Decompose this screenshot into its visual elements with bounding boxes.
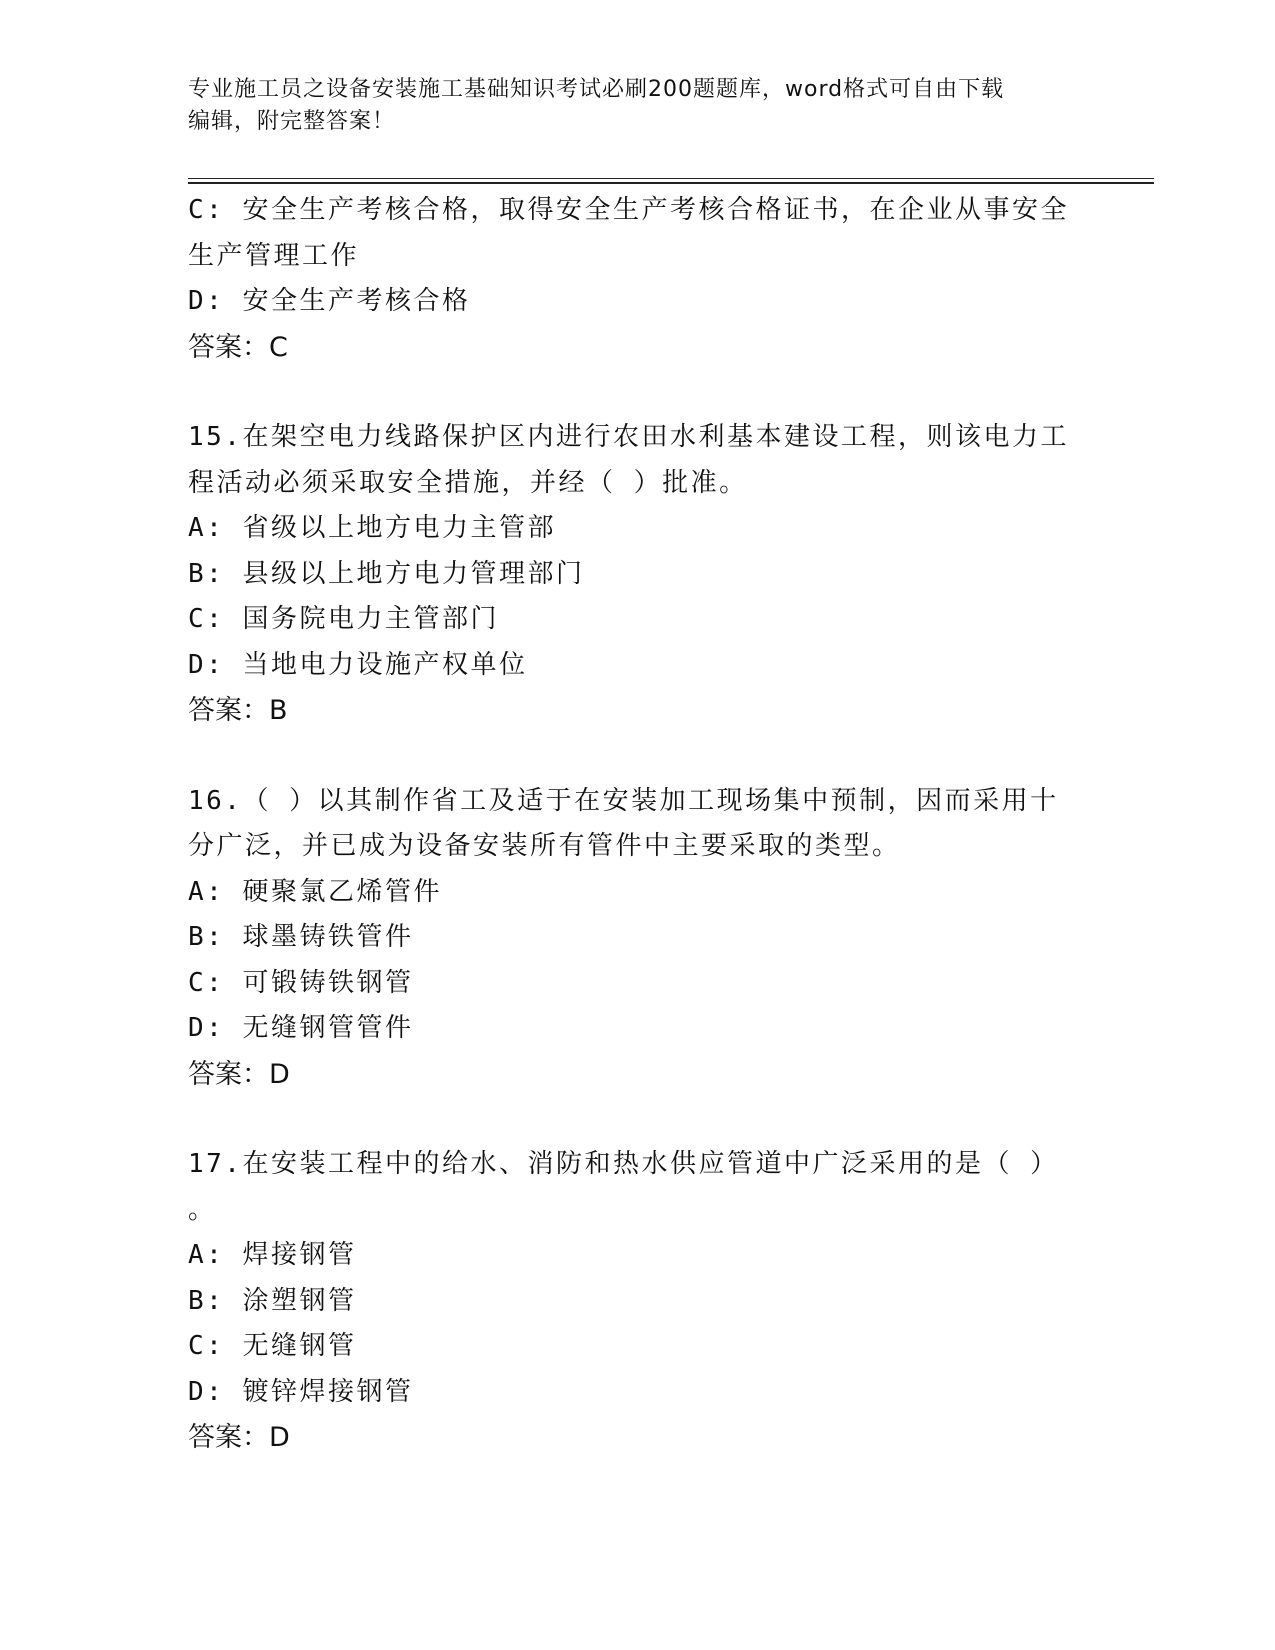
answer: 答案：D bbox=[188, 1058, 290, 1090]
answer: 答案：D bbox=[188, 1422, 290, 1453]
option-c-line-2: 生产管理工作 bbox=[188, 240, 360, 271]
spacer bbox=[188, 734, 1088, 779]
header-divider-thin bbox=[188, 178, 1154, 179]
option-c: C: 国务院电力主管部门 bbox=[188, 604, 499, 634]
option-b: B: 球墨铸铁管件 bbox=[188, 922, 414, 952]
question-stem-line-2: 程活动必须采取安全措施，并经（ ）批准。 bbox=[188, 467, 748, 498]
question-stem-line-2: 。 bbox=[188, 1194, 217, 1225]
question-15 bbox=[188, 415, 1088, 734]
option-a: A: 焊接钢管 bbox=[188, 1240, 357, 1270]
question-stem-line-1: 15.在架空电力线路保护区内进行农田水利基本建设工程，则该电力工 bbox=[188, 422, 1069, 452]
document-header bbox=[188, 74, 1068, 138]
option-c: C: 可锻铸铁钢管 bbox=[188, 967, 414, 998]
question-stem-line-1: 16.（ ）以其制作省工及适于在安装加工现场集中预制，因而采用十 bbox=[188, 785, 1059, 816]
question-14-tail bbox=[188, 188, 1088, 370]
option-b: B: 涂塑钢管 bbox=[188, 1285, 357, 1316]
option-d: D: 安全生产考核合格 bbox=[188, 286, 471, 316]
spacer bbox=[188, 1097, 1088, 1142]
question-stem-line-2: 分广泛，并已成为设备安装所有管件中主要采取的类型。 bbox=[188, 831, 901, 861]
option-a: A: 硬聚氯乙烯管件 bbox=[188, 876, 442, 907]
option-d: D: 镀锌焊接钢管 bbox=[188, 1376, 414, 1407]
answer: 答案：C bbox=[188, 331, 288, 363]
question-stem-line-1: 17.在安装工程中的给水、消防和热水供应管道中广泛采用的是（ ） bbox=[188, 1149, 1059, 1179]
question-16 bbox=[188, 779, 1088, 1098]
question-17 bbox=[188, 1142, 1088, 1461]
option-d: D: 无缝钢管管件 bbox=[188, 1013, 414, 1043]
question-list bbox=[188, 188, 1088, 1461]
option-c: C: 无缝钢管 bbox=[188, 1331, 357, 1361]
answer: 答案：B bbox=[188, 695, 288, 726]
spacer bbox=[188, 370, 1088, 415]
option-d: D: 当地电力设施产权单位 bbox=[188, 649, 528, 680]
header-line-2: 编辑，附完整答案！ bbox=[188, 109, 396, 134]
header-divider-thick bbox=[188, 182, 1154, 184]
option-c-line-1: C: 安全生产考核合格，取得安全生产考核合格证书，在企业从事安全 bbox=[188, 195, 1069, 225]
option-a: A: 省级以上地方电力主管部 bbox=[188, 513, 556, 543]
option-b: B: 县级以上地方电力管理部门 bbox=[188, 558, 585, 589]
header-line-1: 专业施工员之设备安装施工基础知识考试必刷200题题库，word格式可自由下载 bbox=[188, 77, 1005, 102]
